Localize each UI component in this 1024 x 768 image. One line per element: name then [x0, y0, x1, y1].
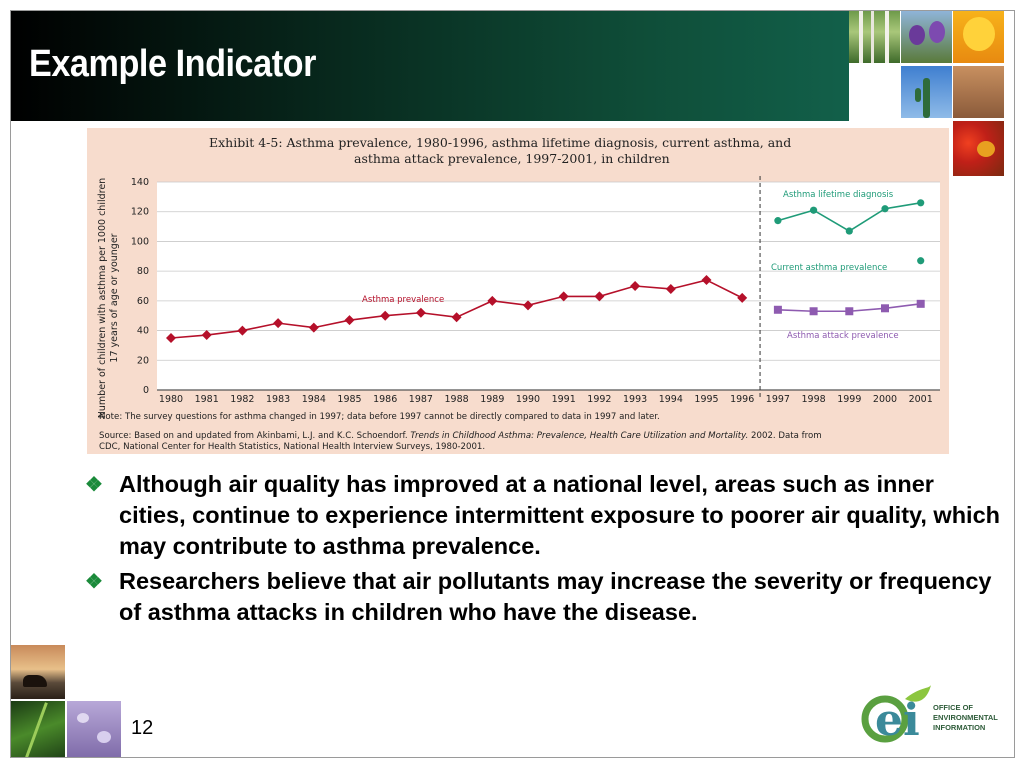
x-tick-label: 1985 — [337, 394, 362, 405]
data-point — [881, 205, 888, 212]
x-tick-label: 1984 — [301, 394, 326, 405]
bullet-text: Although air quality has improved at a national level, areas such as inner cities, continue to experience intermittent exposure to poorer air quality, which may contribute to asthma prevalence. — [119, 471, 1000, 559]
chart-source — [99, 431, 822, 441]
x-tick-label: 1992 — [587, 394, 612, 405]
data-point — [845, 307, 853, 315]
x-tick-label: 1983 — [266, 394, 291, 405]
y-tick-label: 120 — [130, 206, 149, 218]
label-asthma-prevalence: Asthma prevalence — [362, 295, 445, 305]
x-tick-label: 2001 — [908, 394, 933, 405]
x-tick-label: 2000 — [872, 394, 898, 405]
y-tick-label: 140 — [130, 177, 149, 188]
y-tick-label: 60 — [136, 295, 149, 307]
y-tick-label: 0 — [142, 385, 149, 396]
chart-title-line2: asthma attack prevalence, 1997-2001, in children — [354, 151, 670, 166]
y-tick-label: 40 — [136, 325, 149, 337]
birch-trees-photo — [849, 11, 900, 63]
y-axis-label-line1: Number of children with asthma per 1000 children — [97, 177, 108, 419]
x-tick-label: 1993 — [623, 394, 648, 405]
fern-photo — [11, 701, 65, 758]
slide — [10, 10, 1015, 758]
source-prefix: Source: Based on and updated from Akinbami, L.J. and K.C. Schoendorf. — [99, 431, 408, 441]
y-axis-label-line2: 17 years of age or younger — [109, 233, 120, 363]
plot-area — [157, 182, 940, 390]
bullet-item — [81, 469, 1006, 562]
x-tick-label: 1982 — [230, 394, 255, 405]
page-number: 12 — [131, 717, 154, 739]
x-tick-label: 1998 — [801, 394, 826, 405]
data-point — [774, 306, 782, 314]
autumn-leaves-photo — [953, 121, 1004, 176]
label-current-asthma: Current asthma prevalence — [771, 263, 888, 273]
x-tick-label: 1988 — [444, 394, 469, 405]
bison-sunset-photo — [11, 645, 65, 699]
yellow-flower-photo — [953, 11, 1004, 63]
data-point — [846, 227, 853, 234]
x-tick-label: 1990 — [515, 394, 541, 405]
slide-title: Example Indicator — [29, 43, 316, 85]
diamond-bullet-icon: ❖ — [85, 571, 103, 593]
x-tick-label: 1995 — [694, 394, 719, 405]
data-point — [917, 257, 924, 264]
source-suffix: 2002. Data from — [751, 431, 822, 441]
data-point — [881, 304, 889, 312]
data-point — [917, 300, 925, 308]
x-tick-labels — [159, 394, 933, 405]
x-tick-label: 1987 — [408, 394, 433, 405]
x-tick-label: 1980 — [158, 394, 184, 405]
title-bar — [11, 11, 849, 121]
logo-line1: OFFICE OF — [933, 703, 973, 712]
bullet-list — [81, 469, 1006, 632]
diamond-bullet-icon: ❖ — [85, 474, 103, 496]
oei-logo-mark — [861, 683, 931, 747]
chart-svg — [87, 128, 949, 454]
x-tick-label: 1989 — [480, 394, 505, 405]
bullet-text: Researchers believe that air pollutants may increase the severity or frequency of asthma attacks in children who have the disease. — [119, 568, 992, 625]
x-tick-label: 1997 — [765, 394, 790, 405]
y-tick-label: 20 — [136, 355, 149, 367]
chart-title-line1: Exhibit 4-5: Asthma prevalence, 1980-1996, asthma lifetime diagnosis, current asthma, and — [209, 135, 792, 150]
y-tick-label: 80 — [136, 266, 149, 278]
chart-source-line2: CDC, National Center for Health Statistics, National Health Interview Surveys, 1980-2001. — [99, 442, 486, 452]
logo-line3: INFORMATION — [933, 723, 986, 732]
asthma-chart — [87, 128, 949, 454]
desert-rock-photo — [953, 66, 1004, 118]
label-attack-prevalence: Asthma attack prevalence — [787, 331, 899, 341]
logo-mark-text: ei — [875, 695, 920, 746]
y-tick-labels — [131, 177, 149, 396]
data-point — [810, 307, 818, 315]
x-tick-label: 1996 — [730, 394, 755, 405]
data-point — [917, 199, 924, 206]
y-tick-label: 100 — [130, 236, 149, 248]
x-tick-label: 1999 — [837, 394, 862, 405]
x-tick-label: 1991 — [551, 394, 576, 405]
x-tick-label: 1986 — [373, 394, 398, 405]
source-title: Trends in Childhood Asthma: Prevalence, Health Care Utilization and Mortality. — [410, 431, 749, 441]
data-point — [810, 207, 817, 214]
chart-note: Note: The survey questions for asthma changed in 1997; data before 1997 cannot be directly compared to data in 1997 and later. — [99, 412, 660, 422]
label-lifetime-diagnosis: Asthma lifetime diagnosis — [783, 190, 894, 200]
oei-logo — [861, 683, 1011, 747]
cactus-sky-photo — [901, 66, 952, 118]
purple-flowers-photo — [901, 11, 952, 63]
water-drops-photo — [67, 701, 121, 758]
bullet-item — [81, 566, 1006, 628]
logo-line2: ENVIRONMENTAL — [933, 713, 998, 722]
x-tick-label: 1994 — [658, 394, 683, 405]
x-tick-label: 1981 — [194, 394, 219, 405]
data-point — [774, 217, 781, 224]
